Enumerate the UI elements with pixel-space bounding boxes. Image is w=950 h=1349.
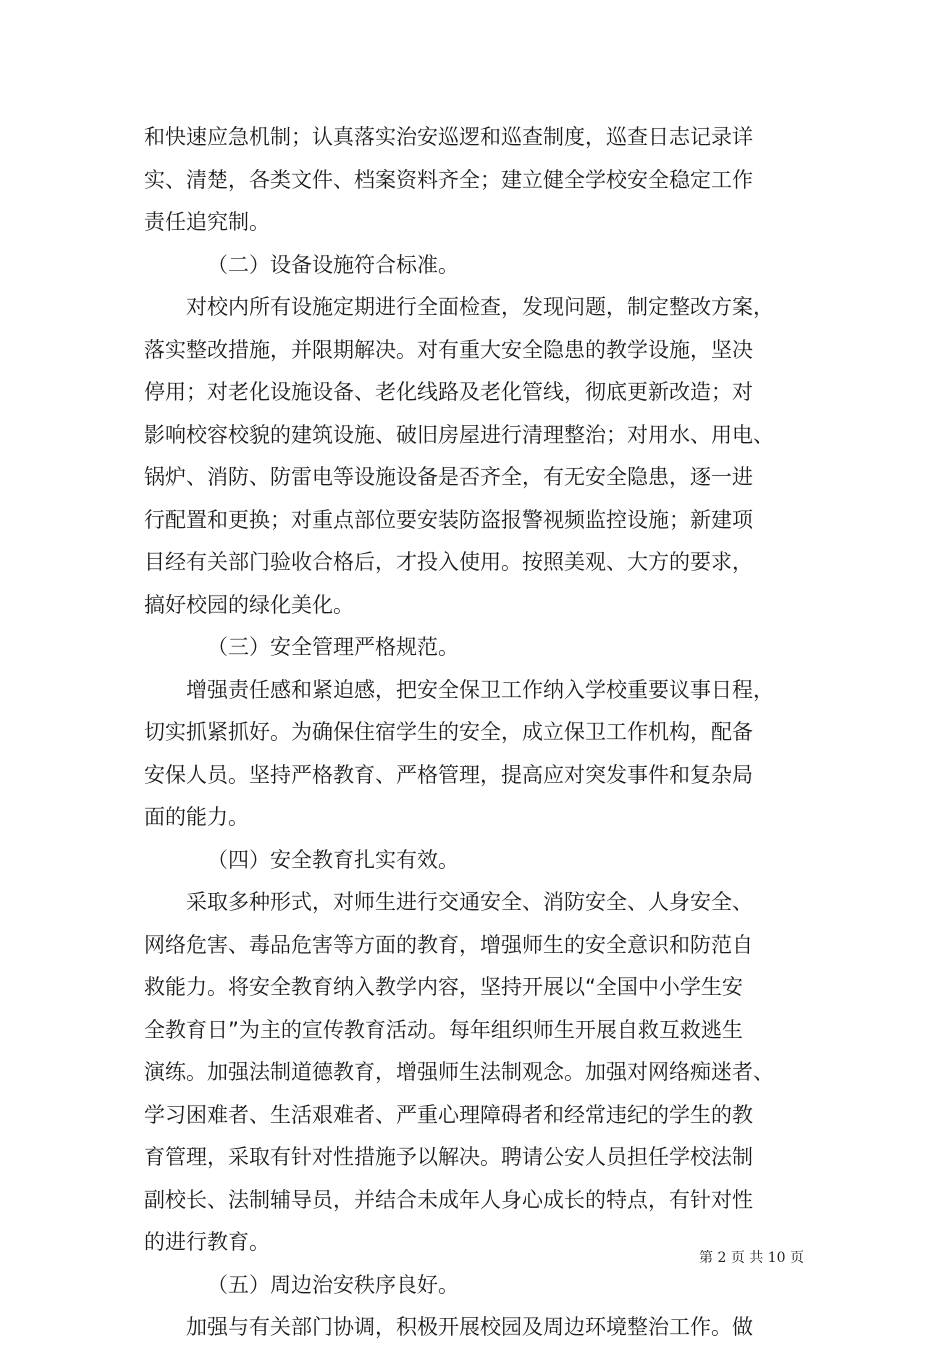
section-heading: （三）安全管理严格规范。 [207, 635, 459, 659]
text-line: 副校长、法制辅导员，并结合未成年人身心成长的特点，有针对性 [144, 1187, 753, 1212]
text-line: 目经有关部门验收合格后，才投入使用。按照美观、大方的要求， [144, 550, 753, 574]
text-line: 行配置和更换；对重点部位要安装防盗报警视频监控设施；新建项 [144, 507, 753, 532]
paragraph-first-line: 加强与有关部门协调，积极开展校园及周边环境整治工作。做 [186, 1315, 753, 1339]
section-heading: （二）设备设施符合标准。 [207, 252, 459, 277]
text-line: 影响校容校貌的建筑设施、破旧房屋进行清理整治；对用水、用电、 [144, 422, 774, 447]
text-line: 安保人员。坚持严格教育、严格管理，提高应对突发事件和复杂局 [144, 762, 753, 787]
text-line: 切实抓紧抓好。为确保住宿学生的安全，成立保卫工作机构，配备 [144, 720, 753, 744]
text-line: 实、清楚，各类文件、档案资料齐全；建立健全学校安全稳定工作 [144, 167, 753, 192]
paragraph-first-line: 采取多种形式，对师生进行交通安全、消防安全、人身安全、 [186, 890, 753, 914]
text-line: 和快速应急机制；认真落实治安巡逻和巡查制度，巡查日志记录详 [144, 125, 753, 149]
text-line: 锅炉、消防、防雷电等设施设备是否齐全，有无安全隐患，逐一进 [144, 465, 753, 489]
paragraph-first-line: 增强责任感和紧迫感，把安全保卫工作纳入学校重要议事日程， [186, 677, 774, 702]
text-line: 育管理，采取有针对性措施予以解决。聘请公安人员担任学校法制 [144, 1145, 753, 1169]
text-line: 面的能力。 [144, 805, 249, 829]
text-line: 救能力。将安全教育纳入教学内容，坚持开展以“全国中小学生安 [144, 975, 743, 999]
text-line: 演练。加强法制道德教育，增强师生法制观念。加强对网络痴迷者、 [144, 1060, 774, 1084]
text-line: 全教育日”为主的宣传教育活动。每年组织师生开展自救互救逃生 [144, 1017, 743, 1042]
text-line: 网络危害、毒品危害等方面的教育，增强师生的安全意识和防范自 [144, 932, 753, 957]
text-line: 学习困难者、生活艰难者、严重心理障碍者和经常违纪的学生的教 [144, 1102, 753, 1127]
text-line: 责任追究制。 [144, 210, 270, 234]
text-line: 停用；对老化设施设备、老化线路及老化管线，彻底更新改造；对 [144, 380, 753, 404]
text-line: 的进行教育。 [144, 1230, 270, 1254]
document-body [144, 116, 824, 1349]
section-heading: （五）周边治安秩序良好。 [207, 1272, 459, 1297]
section-heading: （四）安全教育扎实有效。 [207, 847, 459, 872]
paragraph-first-line: 对校内所有设施定期进行全面检查，发现问题，制定整改方案， [186, 295, 774, 319]
text-line: 搞好校园的绿化美化。 [144, 592, 354, 617]
text-line: 落实整改措施，并限期解决。对有重大安全隐患的教学设施，坚决 [144, 337, 753, 362]
page-number-footer: 第 2 页 共 10 页 [699, 1250, 804, 1266]
